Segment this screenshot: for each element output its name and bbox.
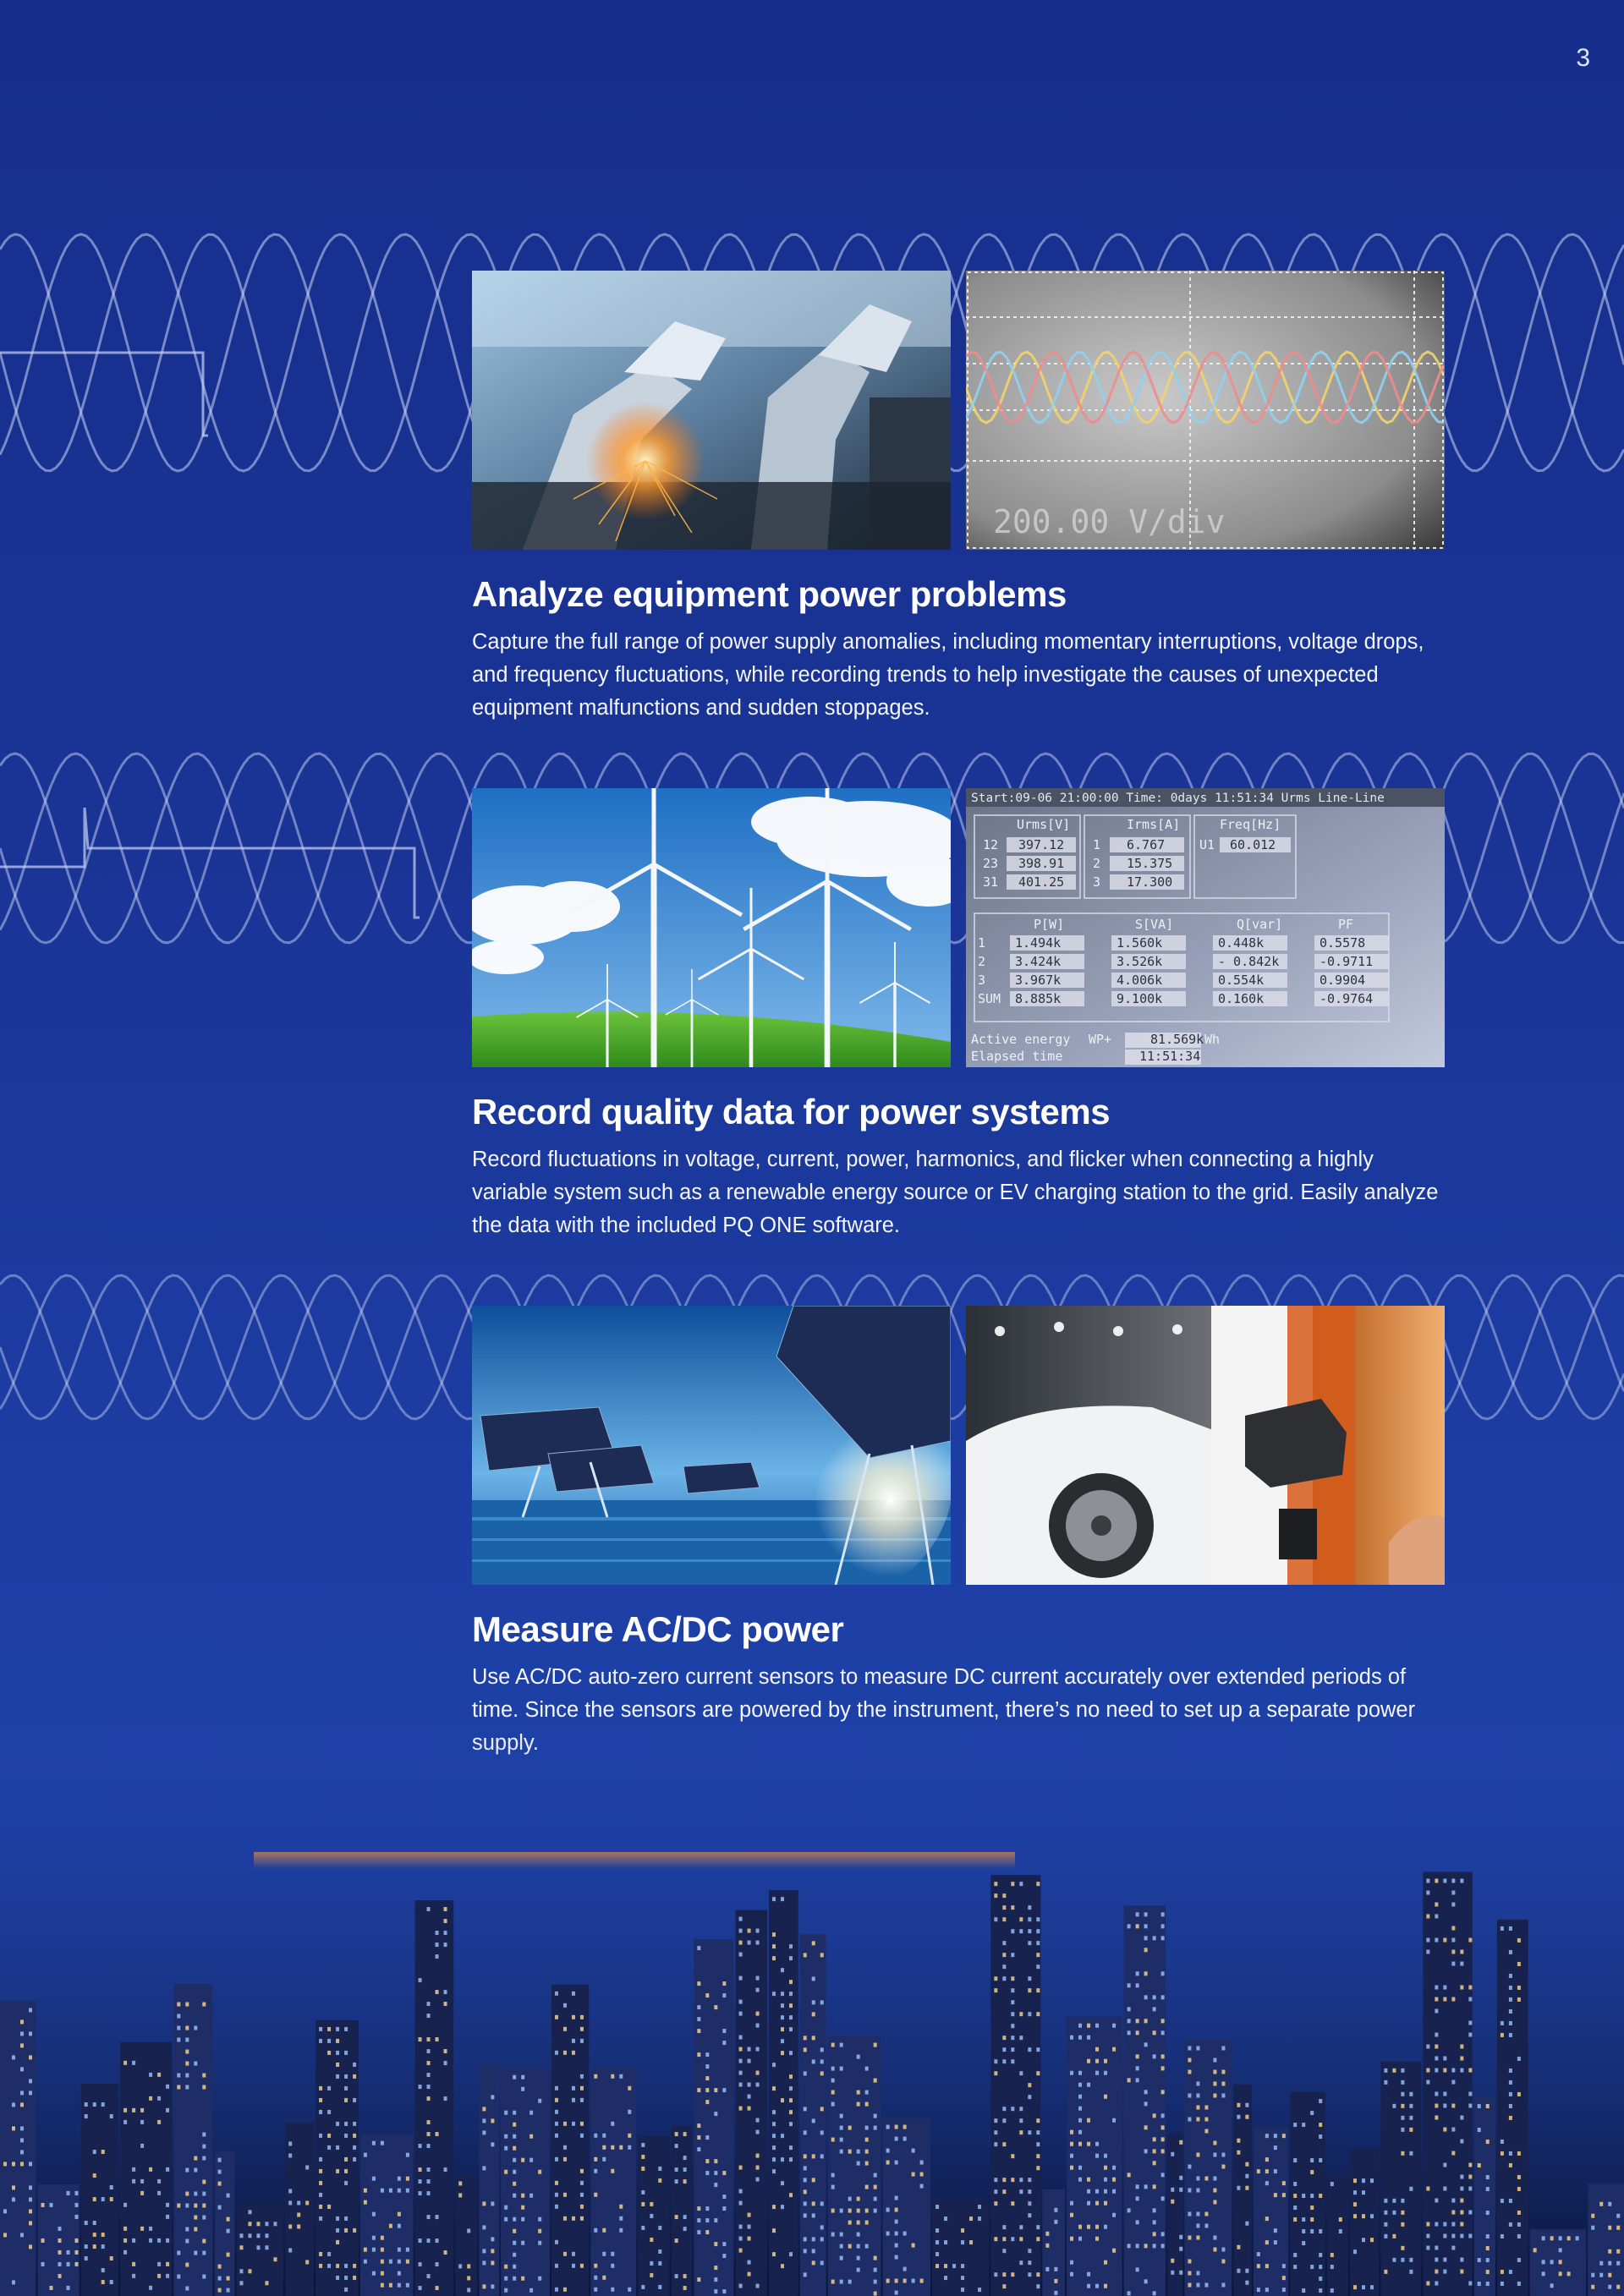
- solar-panels-photo: [472, 1306, 951, 1585]
- power-row-label: SUM: [978, 991, 1001, 1006]
- power-value: 0.160k: [1218, 991, 1265, 1006]
- elapsed-time-label: Elapsed time: [971, 1049, 1063, 1064]
- ev-charging-photo: [966, 1306, 1445, 1585]
- page-number: 3: [1576, 44, 1590, 72]
- section-title: Record quality data for power systems: [472, 1092, 1111, 1132]
- waveform-scale-label: 200.00 V/div: [993, 503, 1226, 540]
- wind-turbines-photo: [472, 788, 951, 1067]
- power-value: 1.494k: [1015, 935, 1062, 951]
- urms-channel: 31: [983, 874, 999, 890]
- active-energy-unit: Wh: [1204, 1032, 1221, 1047]
- irms-value: 15.375: [1127, 856, 1173, 871]
- power-column-header: P[W]: [1034, 917, 1065, 932]
- freq-value: 60.012: [1230, 837, 1276, 852]
- power-row-label: 3: [978, 973, 986, 988]
- urms-label: Urms[V]: [1017, 817, 1071, 832]
- power-value: 3.967k: [1015, 973, 1062, 988]
- section-body: Use AC/DC auto-zero current sensors to measure DC current accurately over extended periods of time. Since the sensors are powered by the instrument, there’s no need to set up a separate power: [472, 1665, 1416, 1723]
- oscilloscope-waveform-photo: [966, 271, 1445, 550]
- power-row-label: 1: [978, 935, 986, 951]
- section-record-quality: [472, 788, 1445, 1242]
- freq-channel: U1: [1199, 837, 1215, 852]
- urms-channel: 23: [983, 856, 999, 871]
- section-title: Analyze equipment power problems: [472, 574, 1067, 614]
- section-measure-acdc: [472, 1306, 1445, 1760]
- irms-value: 6.767: [1127, 837, 1166, 852]
- irms-channel: 1: [1093, 837, 1101, 852]
- section-analyze-equipment: [472, 271, 1445, 725]
- active-energy-tag: WP+: [1089, 1032, 1112, 1047]
- urms-channel: 12: [983, 837, 999, 852]
- section-body: Record fluctuations in voltage, current, power, harmonics, and flicker when connecting a highly variable system such as a renewable energy source or EV charging station to the grid. Easily analyze the data with the included PQ ONE software.: [472, 1148, 1439, 1238]
- urms-value: 398.91: [1018, 856, 1065, 871]
- irms-channel: 3: [1093, 874, 1101, 890]
- city-skyline-night-photo: [0, 1734, 1624, 2296]
- power-column-header: PF: [1338, 917, 1354, 932]
- power-value: 4.006k: [1116, 973, 1163, 988]
- power-value: 1.560k: [1116, 935, 1163, 951]
- urms-value: 401.25: [1018, 874, 1065, 890]
- irms-label: Irms[A]: [1127, 817, 1181, 832]
- power-column-header: Q[var]: [1237, 917, 1283, 932]
- power-value: -0.9711: [1320, 954, 1374, 969]
- irms-value: 17.300: [1127, 874, 1173, 890]
- power-value: 9.100k: [1116, 991, 1163, 1006]
- power-value: - 0.842k: [1218, 954, 1280, 969]
- power-value: 0.448k: [1218, 935, 1265, 951]
- screen-header: Start:09-06 21:00:00 Time: 0days 11:51:34 Urms Line-Line: [971, 792, 1385, 805]
- section-title: Measure AC/DC power: [472, 1609, 844, 1649]
- power-analyzer-screen-photo: [966, 788, 1445, 1067]
- power-column-header: S[VA]: [1135, 917, 1174, 932]
- freq-label: Freq[Hz]: [1220, 817, 1281, 832]
- irms-channel: 2: [1093, 856, 1101, 871]
- urms-value: 397.12: [1018, 837, 1065, 852]
- power-value: 0.554k: [1218, 973, 1265, 988]
- section-body: Capture the full range of power supply anomalies, including momentary interruptions, voltage drops, and frequency fluctuations, while recording trends to help investigate the causes of unexpected equipment malfunctions and sudden stoppages.: [472, 630, 1424, 721]
- power-value: 0.5578: [1320, 935, 1366, 951]
- power-value: 3.424k: [1015, 954, 1062, 969]
- power-value: 0.9904: [1320, 973, 1366, 988]
- active-energy-value: 81.569k: [1150, 1032, 1204, 1047]
- power-value: 3.526k: [1116, 954, 1163, 969]
- power-value: -0.9764: [1320, 991, 1374, 1006]
- active-energy-label: Active energy: [971, 1032, 1071, 1047]
- industrial-robot-welding-photo: [472, 271, 951, 550]
- power-value: 8.885k: [1015, 991, 1062, 1006]
- elapsed-time-value: 11:51:34: [1139, 1049, 1201, 1064]
- power-row-label: 2: [978, 954, 986, 969]
